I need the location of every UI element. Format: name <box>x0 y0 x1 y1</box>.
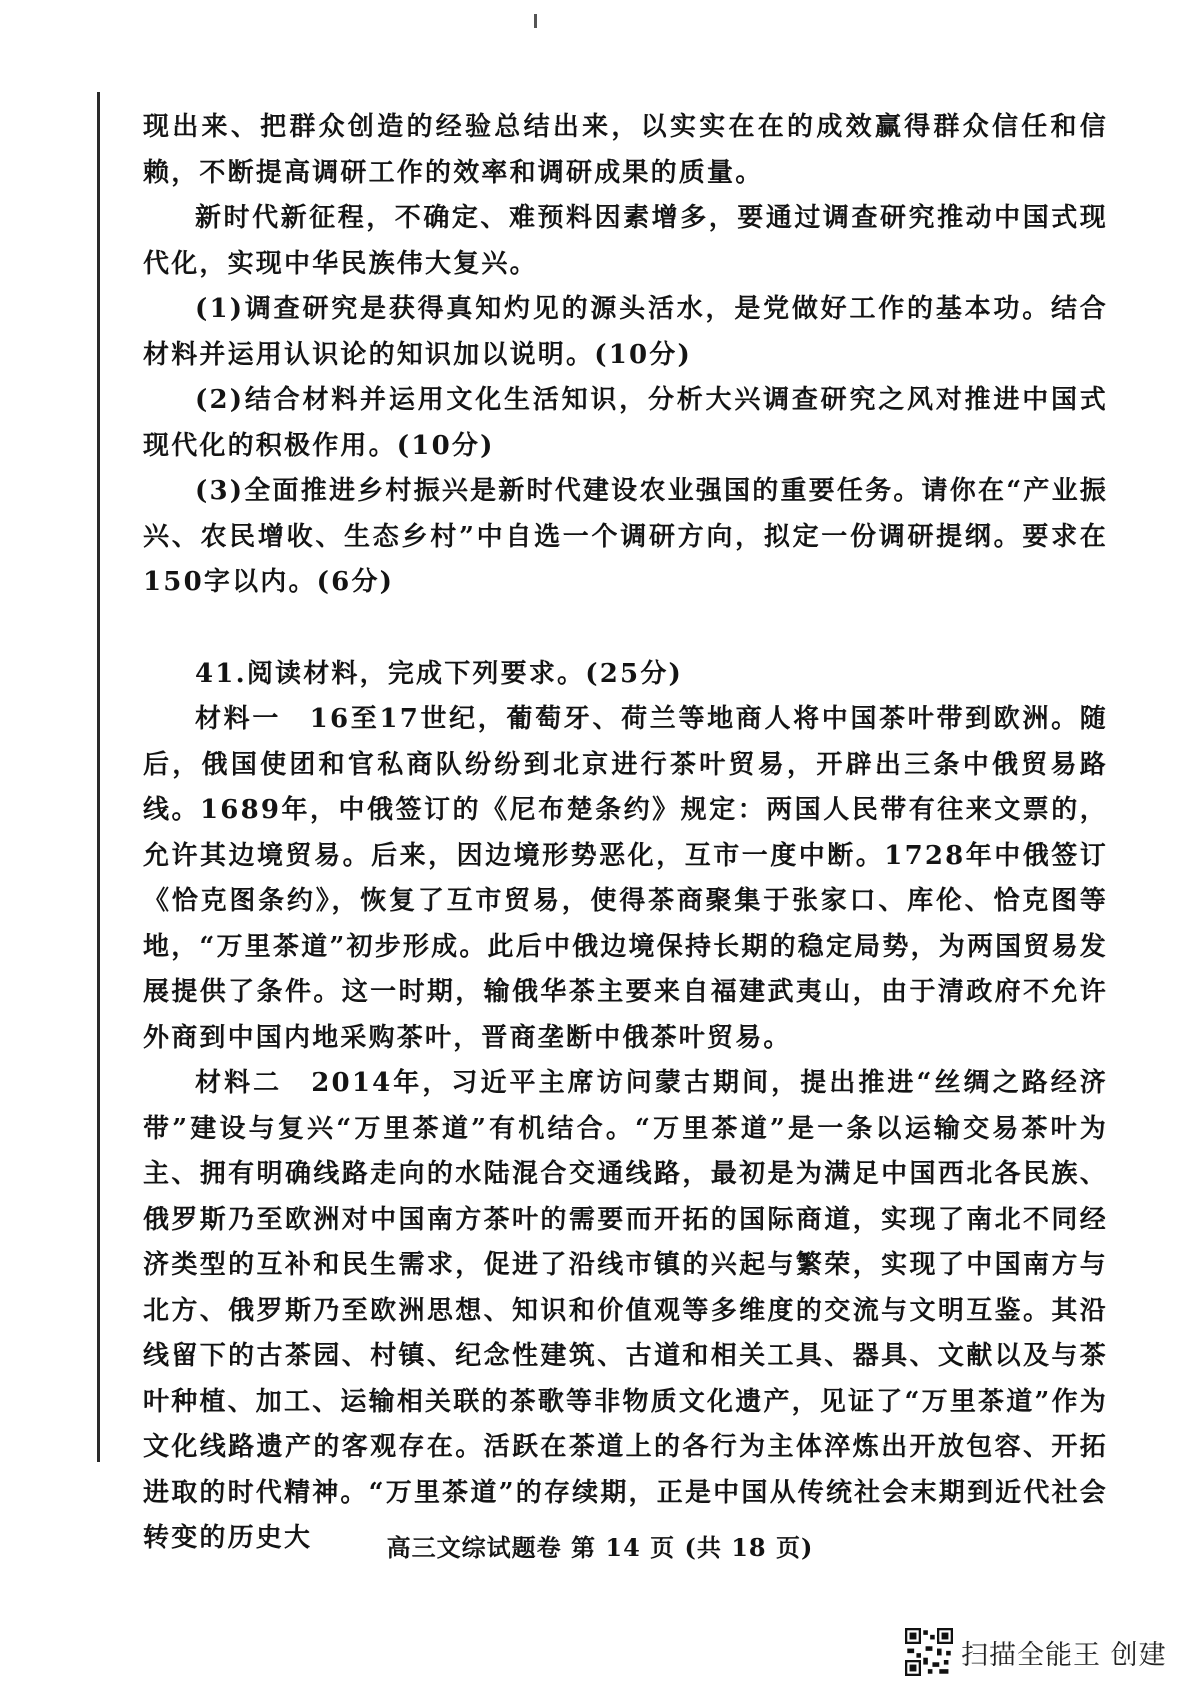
material-two-text: 2014年，习近平主席访问蒙古期间，提出推进“丝绸之路经济带”建设与复兴“万里茶道”有机结合。“万里茶道”是一条以运输交易茶叶为主、拥有明确线路走向的水陆混合交通线路，最初是为满足中国西北各民族、俄罗斯乃至欧洲对中国南方茶叶的需要而开拓的国际商道，实现了南北不同经济类型的互补和民生需求，促进了沿线市镇的兴起与繁荣，实现了中国南方与北方、俄罗斯乃至欧洲思想、知识和价值观等多维度的交流与文明互鉴。其沿线留下的古茶园、村镇、纪念性建筑、古道和相关工具、器具、文献以及与茶叶种植、加工、运输相关联的茶歌等非物质文化遗产，见证了“万里茶道”作为文化线路遗产的客观存在。活跃在茶道上的各行为主体淬炼出开放包容、开拓进取的时代精神。“万里茶道”的存续期，正是中国从传统社会末期到近代社会转变的历史大 <box>143 1068 1108 1553</box>
page-footer: 高三文综试题卷 第 14 页 (共 18 页) <box>386 1533 814 1562</box>
material-one-text: 16至17世纪，葡萄牙、荷兰等地商人将中国茶叶带到欧洲。随后，俄国使团和官私商队纷纷到北京进行茶叶贸易，开辟出三条中俄贸易路线。1689年，中俄签订的《尼布楚条约》规定：两国人民带有往来文票的，允许其边境贸易。后来，因边境形势恶化，互市一度中断。1728年中俄签订《恰克图条约》，恢复了互市贸易，使得茶商聚集于张家口、库伦、恰克图等地，“万里茶道”初步形成。此后中俄边境保持长期的稳定局势，为两国贸易发展提供了条件。这一时期，输俄华茶主要来自福建武夷山，由于清政府不允许外商到中国内地采购茶叶，晋商垄断中俄茶叶贸易。 <box>143 704 1108 1053</box>
watermark-text: 扫描全能王 创建 <box>961 1639 1167 1671</box>
page-content <box>143 105 1108 1562</box>
question-40-2: (2)结合材料并运用文化生活知识，分析大兴调查研究之风对推进中国式现代化的积极作用。(10分) <box>143 385 1108 461</box>
scan-mark <box>534 14 537 28</box>
question-40-3: (3)全面推进乡村振兴是新时代建设农业强国的重要任务。请你在“产业振兴、农民增收、生态乡村”中自选一个调研方向，拟定一份调研提纲。要求在150字以内。(6分) <box>143 476 1108 597</box>
material-one <box>143 697 1108 1061</box>
material-two-label: 材料二 <box>195 1068 283 1098</box>
qr-code-icon <box>905 1628 953 1676</box>
paragraph-continued: 现出来、把群众创造的经验总结出来，以实实在在的成效赢得群众信任和信赖，不断提高调研工作的效率和调研成果的质量。 <box>143 112 1108 188</box>
question-40-1: (1)调查研究是获得真知灼见的源头活水，是党做好工作的基本功。结合材料并运用认识论的知识加以说明。(10分) <box>143 294 1108 370</box>
scanner-watermark <box>905 1628 1167 1676</box>
paragraph-new-era: 新时代新征程，不确定、难预料因素增多，要通过调查研究推动中国式现代化，实现中华民族伟大复兴。 <box>143 203 1108 279</box>
material-one-label: 材料一 <box>195 704 282 734</box>
material-two <box>143 1061 1108 1562</box>
margin-line <box>97 92 100 1462</box>
question-41-title: 41.阅读材料，完成下列要求。(25分) <box>195 658 684 689</box>
